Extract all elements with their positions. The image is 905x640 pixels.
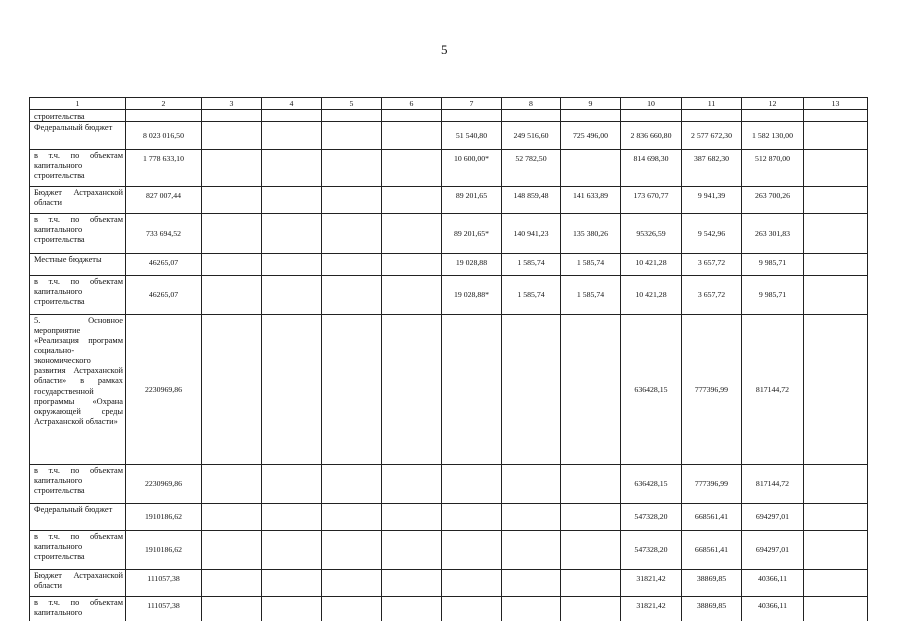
cell-col-8	[502, 110, 561, 122]
table-row	[30, 187, 868, 214]
cell-col-8	[502, 531, 561, 570]
cell-col-2: 1910186,62	[126, 531, 202, 570]
cell-col-11: 9 941,39	[682, 187, 742, 214]
cell-col-12: 817144,72	[742, 465, 804, 504]
cell-col-8: 52 782,50	[502, 150, 561, 187]
cell-col-8	[502, 315, 561, 465]
cell-col-13	[804, 110, 868, 122]
cell-col-8	[502, 597, 561, 622]
cell-col-12: 263 301,83	[742, 214, 804, 254]
row-label: Бюджет Астраханской области	[30, 570, 126, 597]
cell-col-12: 817144,72	[742, 315, 804, 465]
row-label: 5. Основное мероприятие «Реализация программ социально-экономического развития Астраханской области» в рамках государственной программы «Охрана окружающей среды Астраханской области»	[30, 315, 126, 465]
cell-col-6	[382, 214, 442, 254]
row-label: в т.ч. по объектам капитального строительства	[30, 214, 126, 254]
cell-col-11: 38869,85	[682, 570, 742, 597]
cell-col-5	[322, 214, 382, 254]
cell-col-7	[442, 597, 502, 622]
table-row	[30, 597, 868, 622]
cell-col-10: 31821,42	[621, 597, 682, 622]
cell-col-11: 9 542,96	[682, 214, 742, 254]
column-header-2: 2	[126, 98, 202, 110]
cell-col-9: 1 585,74	[561, 276, 621, 315]
cell-col-9	[561, 531, 621, 570]
cell-col-10	[621, 110, 682, 122]
cell-col-11: 3 657,72	[682, 254, 742, 276]
cell-col-7: 10 600,00*	[442, 150, 502, 187]
cell-col-12: 1 582 130,00	[742, 122, 804, 150]
cell-col-6	[382, 315, 442, 465]
cell-col-10: 10 421,28	[621, 276, 682, 315]
column-header-5: 5	[322, 98, 382, 110]
cell-col-12: 263 700,26	[742, 187, 804, 214]
cell-col-13	[804, 570, 868, 597]
cell-col-13	[804, 276, 868, 315]
table-row	[30, 122, 868, 150]
table-row	[30, 110, 868, 122]
cell-col-13	[804, 214, 868, 254]
cell-col-7: 19 028,88	[442, 254, 502, 276]
cell-col-13	[804, 531, 868, 570]
cell-col-9: 725 496,00	[561, 122, 621, 150]
cell-col-3	[202, 504, 262, 531]
cell-col-8: 249 516,60	[502, 122, 561, 150]
cell-col-8	[502, 570, 561, 597]
cell-col-6	[382, 504, 442, 531]
cell-col-10: 547328,20	[621, 504, 682, 531]
cell-col-2	[126, 110, 202, 122]
cell-col-12: 694297,01	[742, 531, 804, 570]
cell-col-13	[804, 597, 868, 622]
cell-col-8: 148 859,48	[502, 187, 561, 214]
cell-col-3	[202, 315, 262, 465]
cell-col-7: 89 201,65	[442, 187, 502, 214]
cell-col-11: 3 657,72	[682, 276, 742, 315]
cell-col-9	[561, 504, 621, 531]
cell-col-3	[202, 465, 262, 504]
cell-col-4	[262, 110, 322, 122]
cell-col-9	[561, 315, 621, 465]
table-row	[30, 150, 868, 187]
table-row	[30, 214, 868, 254]
cell-col-9	[561, 570, 621, 597]
row-label: в т.ч. по объектам капитального строительства	[30, 150, 126, 187]
table-row	[30, 315, 868, 465]
cell-col-3	[202, 254, 262, 276]
cell-col-4	[262, 276, 322, 315]
cell-col-9	[561, 597, 621, 622]
cell-col-4	[262, 465, 322, 504]
cell-col-11: 668561,41	[682, 504, 742, 531]
cell-col-12	[742, 110, 804, 122]
cell-col-7	[442, 570, 502, 597]
table-row	[30, 504, 868, 531]
cell-col-11: 2 577 672,30	[682, 122, 742, 150]
cell-col-12: 40366,11	[742, 570, 804, 597]
cell-col-11: 38869,85	[682, 597, 742, 622]
cell-col-10: 31821,42	[621, 570, 682, 597]
cell-col-3	[202, 531, 262, 570]
cell-col-8	[502, 504, 561, 531]
cell-col-11: 387 682,30	[682, 150, 742, 187]
table-row	[30, 276, 868, 315]
budget-table	[29, 97, 868, 621]
cell-col-5	[322, 504, 382, 531]
cell-col-10: 10 421,28	[621, 254, 682, 276]
column-header-6: 6	[382, 98, 442, 110]
cell-col-12: 9 985,71	[742, 276, 804, 315]
column-header-9: 9	[561, 98, 621, 110]
cell-col-6	[382, 254, 442, 276]
cell-col-10: 636428,15	[621, 315, 682, 465]
row-label: в т.ч. по объектам капитального строительства	[30, 465, 126, 504]
row-label: в т.ч. по объектам капитального строительства	[30, 531, 126, 570]
cell-col-8: 1 585,74	[502, 276, 561, 315]
row-label: строительства	[30, 110, 126, 122]
cell-col-8	[502, 465, 561, 504]
row-label: Бюджет Астраханской области	[30, 187, 126, 214]
cell-col-5	[322, 110, 382, 122]
cell-col-4	[262, 214, 322, 254]
cell-col-13	[804, 465, 868, 504]
cell-col-9: 135 380,26	[561, 214, 621, 254]
cell-col-5	[322, 187, 382, 214]
cell-col-12: 694297,01	[742, 504, 804, 531]
cell-col-5	[322, 570, 382, 597]
cell-col-6	[382, 570, 442, 597]
cell-col-2: 733 694,52	[126, 214, 202, 254]
cell-col-2: 1 778 633,10	[126, 150, 202, 187]
row-label: в т.ч. по объектам капитального строительства	[30, 276, 126, 315]
column-header-13: 13	[804, 98, 868, 110]
cell-col-5	[322, 254, 382, 276]
cell-col-6	[382, 110, 442, 122]
row-label: Местные бюджеты	[30, 254, 126, 276]
cell-col-2: 1910186,62	[126, 504, 202, 531]
cell-col-13	[804, 504, 868, 531]
table-row	[30, 254, 868, 276]
cell-col-7: 51 540,80	[442, 122, 502, 150]
cell-col-12: 512 870,00	[742, 150, 804, 187]
cell-col-3	[202, 214, 262, 254]
cell-col-6	[382, 122, 442, 150]
cell-col-3	[202, 276, 262, 315]
cell-col-5	[322, 276, 382, 315]
cell-col-7	[442, 465, 502, 504]
cell-col-9	[561, 150, 621, 187]
cell-col-6	[382, 276, 442, 315]
cell-col-2: 111057,38	[126, 597, 202, 622]
cell-col-13	[804, 150, 868, 187]
cell-col-13	[804, 315, 868, 465]
cell-col-3	[202, 150, 262, 187]
cell-col-5	[322, 597, 382, 622]
cell-col-4	[262, 122, 322, 150]
cell-col-10: 547328,20	[621, 531, 682, 570]
row-label: Федеральный бюджет	[30, 504, 126, 531]
cell-col-9	[561, 110, 621, 122]
column-header-7: 7	[442, 98, 502, 110]
column-header-12: 12	[742, 98, 804, 110]
cell-col-4	[262, 315, 322, 465]
cell-col-5	[322, 150, 382, 187]
cell-col-11: 777396,99	[682, 465, 742, 504]
table-row	[30, 570, 868, 597]
cell-col-10: 2 836 660,80	[621, 122, 682, 150]
row-label: в т.ч. по объектам капитального	[30, 597, 126, 622]
cell-col-3	[202, 570, 262, 597]
cell-col-3	[202, 187, 262, 214]
column-header-10: 10	[621, 98, 682, 110]
cell-col-2: 2230969,86	[126, 315, 202, 465]
cell-col-10: 95326,59	[621, 214, 682, 254]
cell-col-12: 40366,11	[742, 597, 804, 622]
cell-col-9: 1 585,74	[561, 254, 621, 276]
column-header-11: 11	[682, 98, 742, 110]
column-header-8: 8	[502, 98, 561, 110]
cell-col-6	[382, 531, 442, 570]
cell-col-11	[682, 110, 742, 122]
cell-col-13	[804, 254, 868, 276]
cell-col-3	[202, 122, 262, 150]
cell-col-5	[322, 531, 382, 570]
cell-col-6	[382, 187, 442, 214]
cell-col-6	[382, 597, 442, 622]
cell-col-12: 9 985,71	[742, 254, 804, 276]
cell-col-8: 1 585,74	[502, 254, 561, 276]
column-header-1: 1	[30, 98, 126, 110]
page-number: 5	[441, 42, 448, 57]
column-header-row	[30, 98, 868, 110]
cell-col-2: 2230969,86	[126, 465, 202, 504]
cell-col-4	[262, 531, 322, 570]
cell-col-4	[262, 254, 322, 276]
cell-col-7: 89 201,65*	[442, 214, 502, 254]
cell-col-5	[322, 465, 382, 504]
cell-col-9: 141 633,89	[561, 187, 621, 214]
cell-col-11: 668561,41	[682, 531, 742, 570]
cell-col-10: 173 670,77	[621, 187, 682, 214]
cell-col-2: 46265,07	[126, 254, 202, 276]
cell-col-13	[804, 122, 868, 150]
cell-col-2: 111057,38	[126, 570, 202, 597]
cell-col-6	[382, 150, 442, 187]
cell-col-8: 140 941,23	[502, 214, 561, 254]
cell-col-4	[262, 570, 322, 597]
cell-col-3	[202, 110, 262, 122]
cell-col-6	[382, 465, 442, 504]
cell-col-7	[442, 504, 502, 531]
cell-col-5	[322, 315, 382, 465]
cell-col-2: 827 007,44	[126, 187, 202, 214]
cell-col-7: 19 028,88*	[442, 276, 502, 315]
cell-col-9	[561, 465, 621, 504]
cell-col-7	[442, 315, 502, 465]
cell-col-7	[442, 531, 502, 570]
table-row	[30, 531, 868, 570]
cell-col-2: 8 023 016,50	[126, 122, 202, 150]
row-label: Федеральный бюджет	[30, 122, 126, 150]
cell-col-10: 636428,15	[621, 465, 682, 504]
table-row	[30, 465, 868, 504]
cell-col-11: 777396,99	[682, 315, 742, 465]
column-header-4: 4	[262, 98, 322, 110]
cell-col-13	[804, 187, 868, 214]
cell-col-4	[262, 187, 322, 214]
cell-col-7	[442, 110, 502, 122]
cell-col-4	[262, 150, 322, 187]
cell-col-3	[202, 597, 262, 622]
column-header-3: 3	[202, 98, 262, 110]
cell-col-10: 814 698,30	[621, 150, 682, 187]
cell-col-4	[262, 597, 322, 622]
cell-col-4	[262, 504, 322, 531]
cell-col-2: 46265,07	[126, 276, 202, 315]
cell-col-5	[322, 122, 382, 150]
